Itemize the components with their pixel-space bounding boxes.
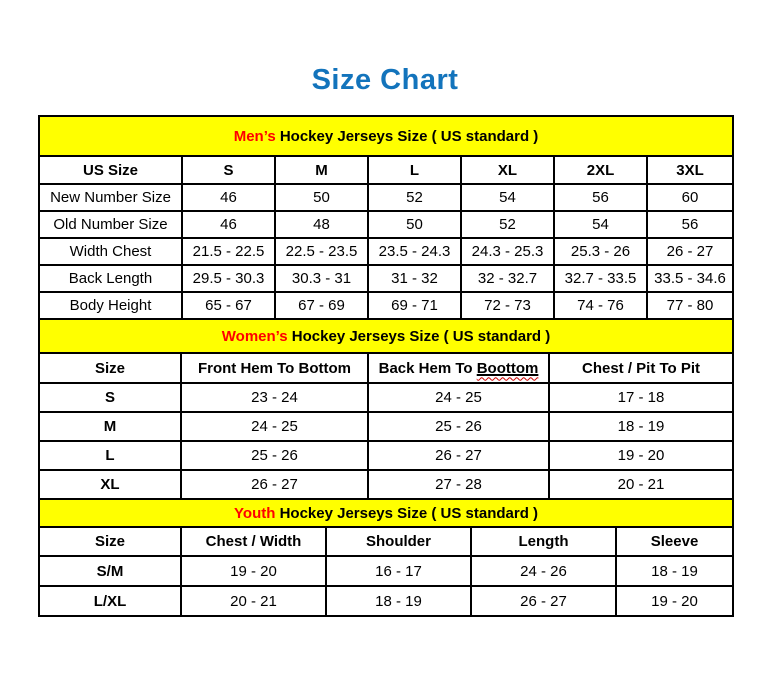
page-title: Size Chart bbox=[311, 64, 459, 96]
column-header-cell: XL bbox=[461, 156, 554, 184]
value-cell: 16 - 17 bbox=[326, 556, 471, 586]
size-chart-tables bbox=[38, 115, 732, 617]
value-cell: 26 - 27 bbox=[647, 238, 733, 265]
table-row bbox=[39, 470, 733, 499]
table-row bbox=[39, 586, 733, 616]
value-cell: 19 - 20 bbox=[549, 441, 733, 470]
youth-banner-cell bbox=[39, 499, 733, 527]
value-cell: 19 - 20 bbox=[616, 586, 733, 616]
value-cell: 29.5 - 30.3 bbox=[182, 265, 275, 292]
womens-size-table bbox=[38, 318, 734, 500]
misspelled-word-underline bbox=[477, 360, 539, 377]
value-cell: 54 bbox=[461, 184, 554, 211]
table-row bbox=[39, 383, 733, 412]
misspelled-word: Boottom bbox=[476, 359, 539, 377]
value-cell: 77 - 80 bbox=[647, 292, 733, 319]
column-header-cell: S bbox=[182, 156, 275, 184]
value-cell: 23.5 - 24.3 bbox=[368, 238, 461, 265]
column-header-cell: Length bbox=[471, 527, 616, 556]
mens-banner-highlight: Men’s bbox=[233, 127, 276, 145]
value-cell: 20 - 21 bbox=[549, 470, 733, 499]
column-header-cell: Shoulder bbox=[326, 527, 471, 556]
table-row bbox=[39, 556, 733, 586]
column-header-text: Back Hem To bbox=[378, 359, 477, 377]
value-cell: 52 bbox=[368, 184, 461, 211]
value-cell: 30.3 - 31 bbox=[275, 265, 368, 292]
column-header-cell: 3XL bbox=[647, 156, 733, 184]
row-label-cell: Back Length bbox=[39, 265, 182, 292]
row-label-cell: Body Height bbox=[39, 292, 182, 319]
size-chart-page bbox=[0, 64, 776, 692]
column-header-cell: Front Hem To Bottom bbox=[181, 353, 368, 383]
column-header-cell bbox=[368, 353, 549, 383]
value-cell: 46 bbox=[182, 211, 275, 238]
womens-banner-row bbox=[39, 319, 733, 353]
youth-size-table bbox=[38, 498, 734, 617]
value-cell: 18 - 19 bbox=[326, 586, 471, 616]
mens-banner-text: Hockey Jerseys Size ( US standard ) bbox=[275, 127, 539, 145]
row-label-cell: New Number Size bbox=[39, 184, 182, 211]
table-row bbox=[39, 238, 733, 265]
value-cell: 24 - 25 bbox=[181, 412, 368, 441]
column-header-cell: 2XL bbox=[554, 156, 647, 184]
column-header-cell: Size bbox=[39, 353, 181, 383]
value-cell: 24 - 25 bbox=[368, 383, 549, 412]
value-cell: 32 - 32.7 bbox=[461, 265, 554, 292]
womens-banner-text: Hockey Jerseys Size ( US standard ) bbox=[287, 327, 551, 345]
table-row bbox=[39, 211, 733, 238]
womens-header-row bbox=[39, 353, 733, 383]
table-row bbox=[39, 184, 733, 211]
table-row bbox=[39, 412, 733, 441]
column-header-cell: L bbox=[368, 156, 461, 184]
value-cell: 56 bbox=[647, 211, 733, 238]
value-cell: 33.5 - 34.6 bbox=[647, 265, 733, 292]
column-header-cell: Sleeve bbox=[616, 527, 733, 556]
value-cell: 50 bbox=[275, 184, 368, 211]
value-cell: 18 - 19 bbox=[616, 556, 733, 586]
row-label-cell: M bbox=[39, 412, 181, 441]
value-cell: 48 bbox=[275, 211, 368, 238]
value-cell: 25.3 - 26 bbox=[554, 238, 647, 265]
value-cell: 17 - 18 bbox=[549, 383, 733, 412]
row-label-cell: S bbox=[39, 383, 181, 412]
column-header-cell: Chest / Pit To Pit bbox=[549, 353, 733, 383]
womens-banner-highlight: Women’s bbox=[221, 327, 288, 345]
value-cell: 67 - 69 bbox=[275, 292, 368, 319]
table-row bbox=[39, 441, 733, 470]
value-cell: 46 bbox=[182, 184, 275, 211]
youth-banner-row bbox=[39, 499, 733, 527]
row-label-cell: S/M bbox=[39, 556, 181, 586]
youth-header-row bbox=[39, 527, 733, 556]
value-cell: 18 - 19 bbox=[549, 412, 733, 441]
table-row bbox=[39, 265, 733, 292]
column-header-cell: US Size bbox=[39, 156, 182, 184]
value-cell: 69 - 71 bbox=[368, 292, 461, 319]
row-label-cell: L/XL bbox=[39, 586, 181, 616]
column-header-cell: M bbox=[275, 156, 368, 184]
row-label-cell: L bbox=[39, 441, 181, 470]
youth-banner-highlight: Youth bbox=[234, 504, 276, 522]
womens-banner-cell bbox=[39, 319, 733, 353]
column-header-cell: Chest / Width bbox=[181, 527, 326, 556]
value-cell: 74 - 76 bbox=[554, 292, 647, 319]
value-cell: 50 bbox=[368, 211, 461, 238]
value-cell: 65 - 67 bbox=[182, 292, 275, 319]
value-cell: 20 - 21 bbox=[181, 586, 326, 616]
mens-size-table bbox=[38, 115, 734, 320]
value-cell: 25 - 26 bbox=[368, 412, 549, 441]
mens-header-row bbox=[39, 156, 733, 184]
value-cell: 52 bbox=[461, 211, 554, 238]
value-cell: 27 - 28 bbox=[368, 470, 549, 499]
mens-banner-cell bbox=[39, 116, 733, 156]
value-cell: 60 bbox=[647, 184, 733, 211]
row-label-cell: Width Chest bbox=[39, 238, 182, 265]
mens-banner-row bbox=[39, 116, 733, 156]
value-cell: 23 - 24 bbox=[181, 383, 368, 412]
value-cell: 24.3 - 25.3 bbox=[461, 238, 554, 265]
youth-banner-text: Hockey Jerseys Size ( US standard ) bbox=[275, 504, 539, 522]
row-label-cell: XL bbox=[39, 470, 181, 499]
value-cell: 32.7 - 33.5 bbox=[554, 265, 647, 292]
value-cell: 24 - 26 bbox=[471, 556, 616, 586]
value-cell: 26 - 27 bbox=[471, 586, 616, 616]
table-row bbox=[39, 292, 733, 319]
value-cell: 26 - 27 bbox=[181, 470, 368, 499]
row-label-cell: Old Number Size bbox=[39, 211, 182, 238]
value-cell: 19 - 20 bbox=[181, 556, 326, 586]
column-header-cell: Size bbox=[39, 527, 181, 556]
value-cell: 21.5 - 22.5 bbox=[182, 238, 275, 265]
value-cell: 54 bbox=[554, 211, 647, 238]
value-cell: 56 bbox=[554, 184, 647, 211]
value-cell: 72 - 73 bbox=[461, 292, 554, 319]
value-cell: 22.5 - 23.5 bbox=[275, 238, 368, 265]
value-cell: 31 - 32 bbox=[368, 265, 461, 292]
value-cell: 26 - 27 bbox=[368, 441, 549, 470]
value-cell: 25 - 26 bbox=[181, 441, 368, 470]
